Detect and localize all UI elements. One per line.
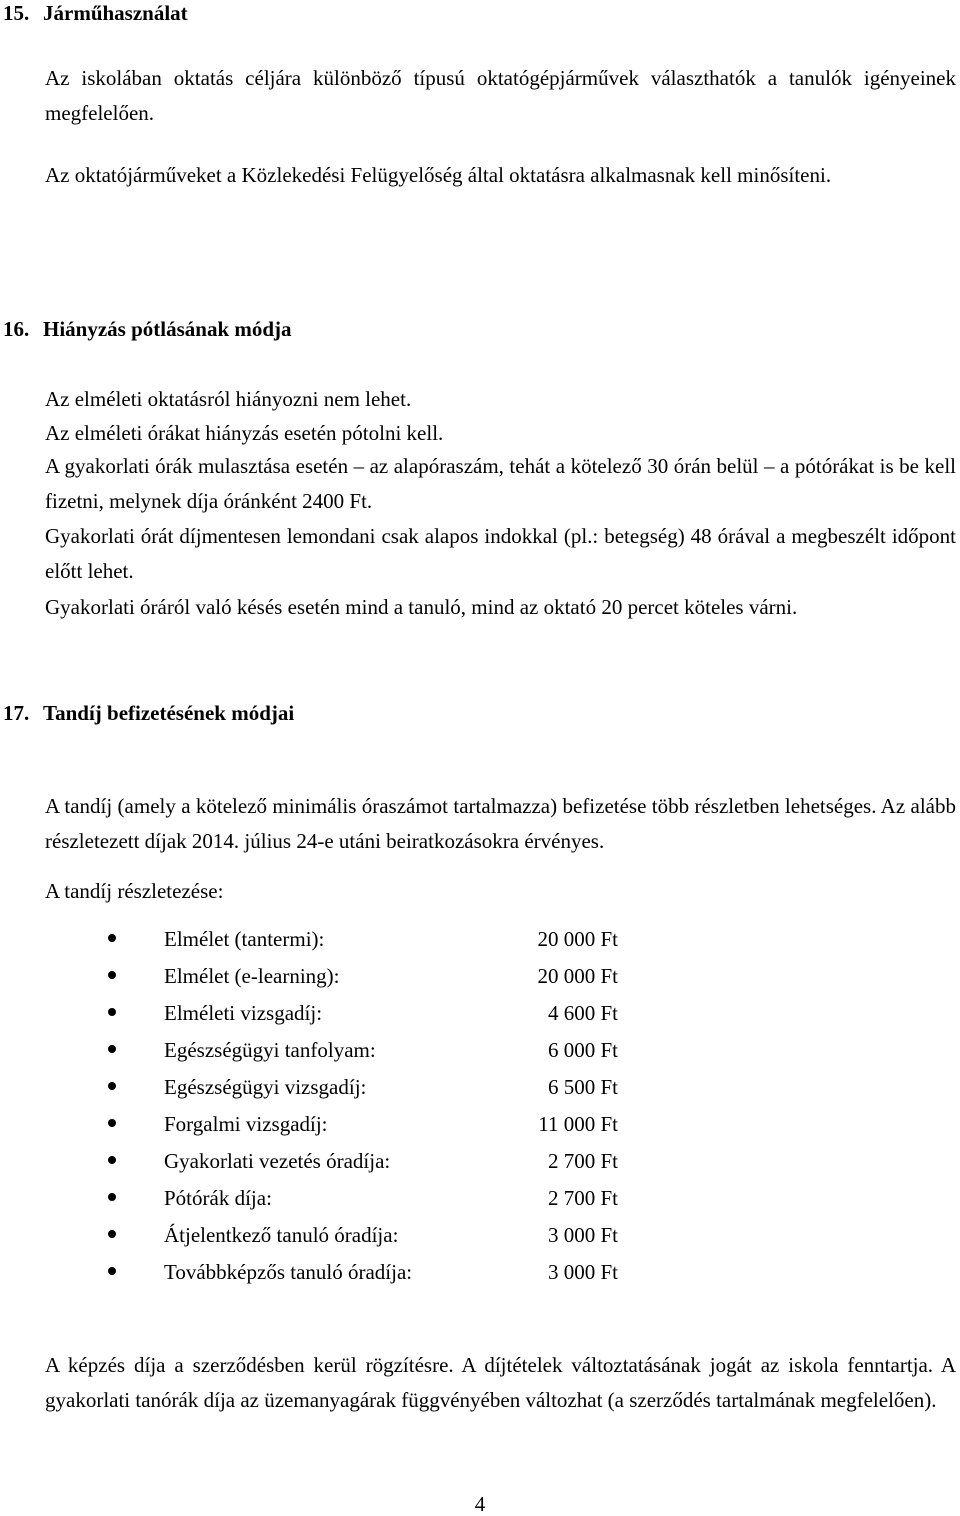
fee-amount: 3 000 Ft	[547, 1223, 618, 1247]
bullet-icon	[108, 1008, 116, 1016]
tuition-paragraph: A tandíj (amely a kötelező minimális óraszámot tartalmazza) befizetése több részletben lehetséges. Az alább részletezett díjak 2014. július 24-e utáni beiratkozásokra érvényes.	[45, 794, 956, 853]
section-15-heading	[3, 1, 188, 25]
section-16-title: Hiányzás pótlásának módja	[43, 317, 292, 341]
fee-amount: 6 000 Ft	[547, 1038, 618, 1062]
absence-line-delay: Gyakorlati óráról való késés esetén mind a tanuló, mind az oktató 20 percet köteles várni.	[45, 595, 798, 619]
section-16-heading	[3, 317, 292, 341]
section-16-number: 16.	[3, 317, 30, 341]
fee-label: Forgalmi vizsgadíj:	[164, 1112, 328, 1136]
fee-amount: 2 700 Ft	[547, 1186, 618, 1210]
fee-list	[108, 927, 648, 1297]
bullet-icon	[108, 934, 116, 942]
fee-amount: 11 000 Ft	[538, 1112, 618, 1136]
fee-amount: 2 700 Ft	[547, 1149, 618, 1173]
section-15-title: Járműhasználat	[43, 1, 188, 25]
section-17-number: 17.	[3, 701, 30, 725]
fee-item	[108, 964, 648, 1001]
fee-amount: 20 000 Ft	[537, 927, 618, 951]
bullet-icon	[108, 971, 116, 979]
fee-item	[108, 927, 648, 964]
bullet-icon	[108, 1267, 116, 1275]
bullet-icon	[108, 1230, 116, 1238]
page-number: 4	[474, 1492, 486, 1516]
fee-item	[108, 1112, 648, 1149]
fee-label: Továbbképzős tanuló óradíja:	[164, 1260, 413, 1284]
absence-paragraph-cancel: Gyakorlati órát díjmentesen lemondani csak alapos indokkal (pl.: betegség) 48 órával a megbeszélt időpont előtt lehet.	[45, 524, 956, 583]
bullet-icon	[108, 1082, 116, 1090]
vehicle-paragraph-1: Az iskolában oktatás céljára különböző típusú oktatógépjárművek választhatók a tanulók igényeinek megfelelően.	[45, 66, 956, 125]
fee-item	[108, 1001, 648, 1038]
fee-amount: 20 000 Ft	[537, 964, 618, 988]
absence-line-2: Az elméleti órákat hiányzás esetén pótolni kell.	[45, 421, 444, 445]
vehicle-paragraph-2: Az oktatójárműveket a Közlekedési Felügyelőség által oktatásra alkalmasnak kell minősíteni.	[45, 163, 832, 187]
absence-line-1: Az elméleti oktatásról hiányozni nem lehet.	[45, 387, 412, 411]
fee-label: Egészségügyi tanfolyam:	[164, 1038, 376, 1062]
fee-item	[108, 1186, 648, 1223]
fee-item	[108, 1260, 648, 1297]
contract-paragraph: A képzés díja a szerződésben kerül rögzítésre. A díjtételek változtatásának jogát az iskola fenntartja. A gyakorlati tanórák díja az üzemanyagárak függvényében változhat (a szerződés tartalmának megfelelően).	[45, 1353, 956, 1412]
bullet-icon	[108, 1045, 116, 1053]
fee-label: Gyakorlati vezetés óradíja:	[164, 1149, 391, 1173]
section-17-title: Tandíj befizetésének módjai	[43, 701, 295, 725]
tuition-intro: A tandíj részletezése:	[45, 879, 224, 903]
fee-label: Pótórák díja:	[164, 1186, 272, 1210]
fee-label: Átjelentkező tanuló óradíja:	[164, 1223, 399, 1247]
fee-item	[108, 1075, 648, 1112]
absence-paragraph-practical: A gyakorlati órák mulasztása esetén – az alapóraszám, tehát a kötelező 30 órán belül – a pótórákat is be kell fizetni, melynek díja óránként 2400 Ft.	[45, 454, 956, 513]
fee-label: Egészségügyi vizsgadíj:	[164, 1075, 367, 1099]
fee-item	[108, 1149, 648, 1186]
section-17-heading	[3, 701, 294, 725]
bullet-icon	[108, 1193, 116, 1201]
bullet-icon	[108, 1156, 116, 1164]
fee-label: Elmélet (e-learning):	[164, 964, 340, 988]
fee-amount: 4 600 Ft	[547, 1001, 618, 1025]
bullet-icon	[108, 1119, 116, 1127]
fee-item	[108, 1038, 648, 1075]
fee-amount: 6 500 Ft	[547, 1075, 618, 1099]
section-15-number: 15.	[3, 1, 30, 25]
fee-label: Elméleti vizsgadíj:	[164, 1001, 323, 1025]
fee-item	[108, 1223, 648, 1260]
fee-label: Elmélet (tantermi):	[164, 927, 325, 951]
fee-amount: 3 000 Ft	[547, 1260, 618, 1284]
